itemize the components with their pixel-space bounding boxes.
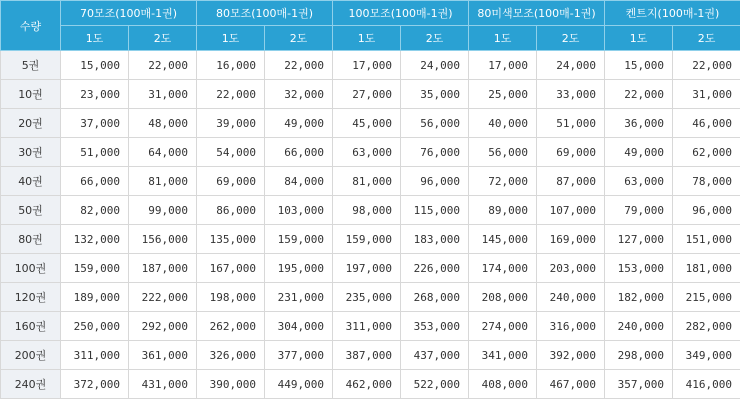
price-cell: 31,000 <box>673 80 740 109</box>
price-cell: 159,000 <box>61 254 129 283</box>
price-cell: 187,000 <box>129 254 197 283</box>
price-cell: 145,000 <box>469 225 537 254</box>
price-cell: 51,000 <box>61 138 129 167</box>
price-cell: 522,000 <box>401 370 469 399</box>
price-cell: 22,000 <box>605 80 673 109</box>
price-cell: 387,000 <box>333 341 401 370</box>
price-cell: 132,000 <box>61 225 129 254</box>
price-cell: 304,000 <box>265 312 333 341</box>
price-cell: 169,000 <box>537 225 605 254</box>
table-body <box>1 51 740 399</box>
price-cell: 24,000 <box>537 51 605 80</box>
price-cell: 15,000 <box>605 51 673 80</box>
price-cell: 262,000 <box>197 312 265 341</box>
color-count-header: 1도 <box>61 26 129 51</box>
price-cell: 437,000 <box>401 341 469 370</box>
price-cell: 208,000 <box>469 283 537 312</box>
price-cell: 96,000 <box>673 196 740 225</box>
price-cell: 467,000 <box>537 370 605 399</box>
price-cell: 103,000 <box>265 196 333 225</box>
price-cell: 311,000 <box>61 341 129 370</box>
quantity-cell: 200권 <box>1 341 61 370</box>
quantity-cell: 50권 <box>1 196 61 225</box>
price-cell: 316,000 <box>537 312 605 341</box>
price-cell: 17,000 <box>469 51 537 80</box>
price-cell: 195,000 <box>265 254 333 283</box>
price-cell: 17,000 <box>333 51 401 80</box>
price-cell: 250,000 <box>61 312 129 341</box>
price-cell: 353,000 <box>401 312 469 341</box>
price-cell: 183,000 <box>401 225 469 254</box>
price-cell: 159,000 <box>265 225 333 254</box>
table-row <box>1 109 740 138</box>
paper-type-header: 70모조(100매-1권) <box>61 1 197 26</box>
price-cell: 22,000 <box>673 51 740 80</box>
price-cell: 72,000 <box>469 167 537 196</box>
quantity-cell: 100권 <box>1 254 61 283</box>
quantity-cell: 30권 <box>1 138 61 167</box>
price-cell: 27,000 <box>333 80 401 109</box>
quantity-cell: 10권 <box>1 80 61 109</box>
price-cell: 66,000 <box>265 138 333 167</box>
price-cell: 197,000 <box>333 254 401 283</box>
price-cell: 79,000 <box>605 196 673 225</box>
price-cell: 449,000 <box>265 370 333 399</box>
price-cell: 56,000 <box>401 109 469 138</box>
paper-type-header: 100모조(100매-1권) <box>333 1 469 26</box>
price-cell: 372,000 <box>61 370 129 399</box>
price-cell: 25,000 <box>469 80 537 109</box>
price-cell: 268,000 <box>401 283 469 312</box>
table-header <box>1 1 740 51</box>
table-row <box>1 312 740 341</box>
price-cell: 56,000 <box>469 138 537 167</box>
price-cell: 49,000 <box>265 109 333 138</box>
price-cell: 45,000 <box>333 109 401 138</box>
price-cell: 54,000 <box>197 138 265 167</box>
price-cell: 181,000 <box>673 254 740 283</box>
color-count-header: 2도 <box>265 26 333 51</box>
color-count-header: 1도 <box>605 26 673 51</box>
price-cell: 392,000 <box>537 341 605 370</box>
price-cell: 416,000 <box>673 370 740 399</box>
price-cell: 98,000 <box>333 196 401 225</box>
price-cell: 151,000 <box>673 225 740 254</box>
quantity-cell: 80권 <box>1 225 61 254</box>
price-cell: 377,000 <box>265 341 333 370</box>
price-cell: 22,000 <box>197 80 265 109</box>
price-cell: 64,000 <box>129 138 197 167</box>
price-cell: 69,000 <box>537 138 605 167</box>
price-cell: 35,000 <box>401 80 469 109</box>
table-row <box>1 51 740 80</box>
price-cell: 361,000 <box>129 341 197 370</box>
price-cell: 15,000 <box>61 51 129 80</box>
price-cell: 24,000 <box>401 51 469 80</box>
price-cell: 311,000 <box>333 312 401 341</box>
quantity-cell: 160권 <box>1 312 61 341</box>
price-cell: 349,000 <box>673 341 740 370</box>
price-cell: 431,000 <box>129 370 197 399</box>
price-cell: 32,000 <box>265 80 333 109</box>
paper-type-header: 80미색모조(100매-1권) <box>469 1 605 26</box>
color-count-header: 1도 <box>333 26 401 51</box>
price-cell: 87,000 <box>537 167 605 196</box>
price-cell: 81,000 <box>333 167 401 196</box>
price-cell: 462,000 <box>333 370 401 399</box>
price-cell: 63,000 <box>605 167 673 196</box>
price-cell: 69,000 <box>197 167 265 196</box>
price-cell: 37,000 <box>61 109 129 138</box>
price-cell: 215,000 <box>673 283 740 312</box>
price-cell: 84,000 <box>265 167 333 196</box>
price-cell: 33,000 <box>537 80 605 109</box>
price-cell: 167,000 <box>197 254 265 283</box>
price-cell: 16,000 <box>197 51 265 80</box>
quantity-cell: 40권 <box>1 167 61 196</box>
quantity-cell: 5권 <box>1 51 61 80</box>
price-cell: 78,000 <box>673 167 740 196</box>
price-cell: 99,000 <box>129 196 197 225</box>
price-cell: 36,000 <box>605 109 673 138</box>
price-cell: 240,000 <box>537 283 605 312</box>
price-cell: 292,000 <box>129 312 197 341</box>
price-cell: 341,000 <box>469 341 537 370</box>
price-cell: 174,000 <box>469 254 537 283</box>
price-cell: 226,000 <box>401 254 469 283</box>
price-cell: 40,000 <box>469 109 537 138</box>
price-cell: 63,000 <box>333 138 401 167</box>
price-cell: 156,000 <box>129 225 197 254</box>
price-cell: 46,000 <box>673 109 740 138</box>
price-cell: 408,000 <box>469 370 537 399</box>
price-cell: 274,000 <box>469 312 537 341</box>
price-cell: 182,000 <box>605 283 673 312</box>
paper-type-header: 켄트지(100매-1권) <box>605 1 740 26</box>
quantity-header: 수량 <box>1 1 61 51</box>
price-cell: 203,000 <box>537 254 605 283</box>
color-count-header: 1도 <box>469 26 537 51</box>
price-cell: 390,000 <box>197 370 265 399</box>
price-cell: 189,000 <box>61 283 129 312</box>
price-cell: 76,000 <box>401 138 469 167</box>
price-cell: 153,000 <box>605 254 673 283</box>
price-cell: 222,000 <box>129 283 197 312</box>
table-row <box>1 370 740 399</box>
price-cell: 198,000 <box>197 283 265 312</box>
price-cell: 231,000 <box>265 283 333 312</box>
price-cell: 115,000 <box>401 196 469 225</box>
price-cell: 23,000 <box>61 80 129 109</box>
table-row <box>1 167 740 196</box>
price-cell: 159,000 <box>333 225 401 254</box>
color-count-header: 2도 <box>537 26 605 51</box>
quantity-cell: 20권 <box>1 109 61 138</box>
price-cell: 127,000 <box>605 225 673 254</box>
paper-type-header: 80모조(100매-1권) <box>197 1 333 26</box>
color-count-header: 2도 <box>129 26 197 51</box>
color-count-header: 2도 <box>401 26 469 51</box>
table-row <box>1 196 740 225</box>
price-cell: 96,000 <box>401 167 469 196</box>
price-cell: 235,000 <box>333 283 401 312</box>
price-cell: 107,000 <box>537 196 605 225</box>
price-cell: 298,000 <box>605 341 673 370</box>
price-cell: 357,000 <box>605 370 673 399</box>
price-cell: 39,000 <box>197 109 265 138</box>
quantity-cell: 120권 <box>1 283 61 312</box>
table-row <box>1 254 740 283</box>
quantity-cell: 240권 <box>1 370 61 399</box>
price-cell: 66,000 <box>61 167 129 196</box>
price-cell: 62,000 <box>673 138 740 167</box>
price-cell: 282,000 <box>673 312 740 341</box>
table-row <box>1 138 740 167</box>
price-cell: 49,000 <box>605 138 673 167</box>
price-cell: 51,000 <box>537 109 605 138</box>
price-cell: 48,000 <box>129 109 197 138</box>
price-cell: 81,000 <box>129 167 197 196</box>
color-count-header: 2도 <box>673 26 740 51</box>
price-cell: 82,000 <box>61 196 129 225</box>
table-row <box>1 80 740 109</box>
color-count-header: 1도 <box>197 26 265 51</box>
price-cell: 22,000 <box>129 51 197 80</box>
table-row <box>1 225 740 254</box>
price-cell: 326,000 <box>197 341 265 370</box>
table-row <box>1 341 740 370</box>
price-cell: 89,000 <box>469 196 537 225</box>
table-row <box>1 283 740 312</box>
price-cell: 22,000 <box>265 51 333 80</box>
price-cell: 86,000 <box>197 196 265 225</box>
price-cell: 135,000 <box>197 225 265 254</box>
price-cell: 31,000 <box>129 80 197 109</box>
price-cell: 240,000 <box>605 312 673 341</box>
